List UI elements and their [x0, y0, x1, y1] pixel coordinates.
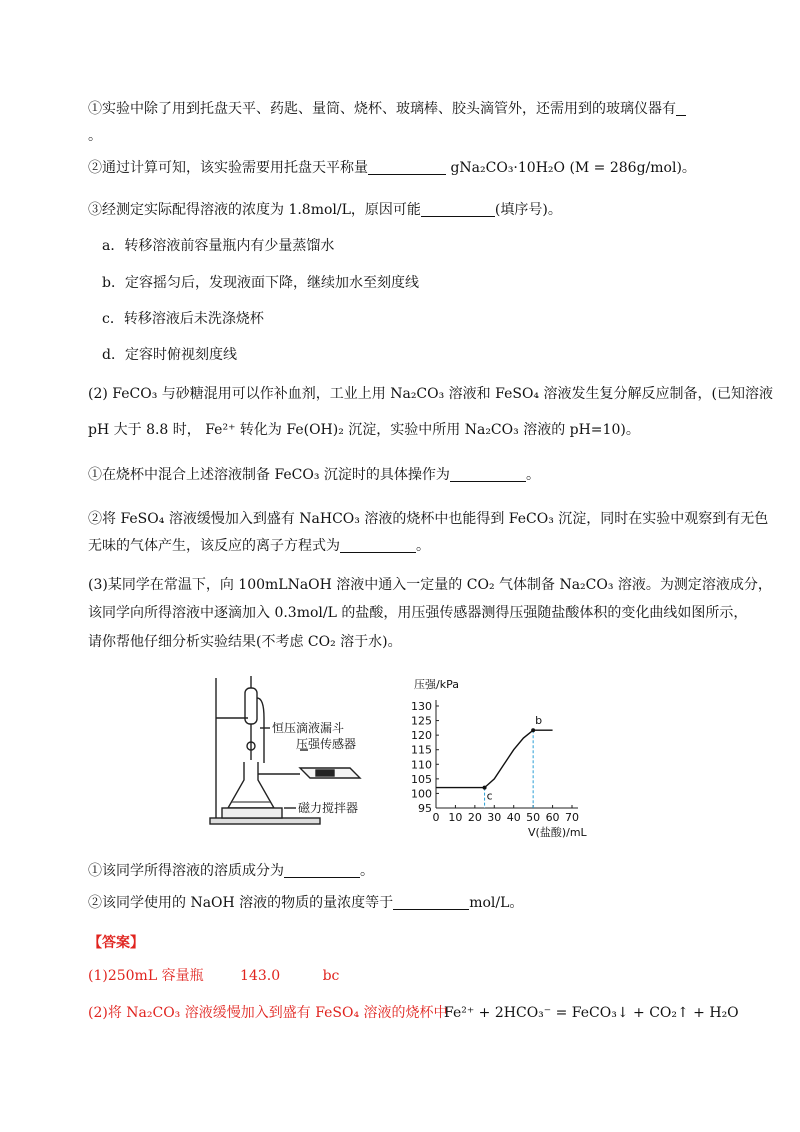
- q3-blank[interactable]: [421, 202, 495, 217]
- x-tick-label: 70: [565, 811, 579, 824]
- option-b: b．定容摇匀后，发现液面下降，继续加水至刻度线: [102, 275, 419, 291]
- part3-line1: (3)某同学在常温下，向 100mLNaOH 溶液中通入一定量的 CO₂ 气体制备 Na₂CO₃ 溶液。为测定溶液成分，: [88, 577, 772, 593]
- option-a: a．转移溶液前容量瓶内有少量蒸馏水: [102, 238, 335, 254]
- magnetic-stirrer: [222, 808, 282, 818]
- option-c: c．转移溶液后未洗涤烧杯: [102, 311, 264, 327]
- y-tick-label: 100: [411, 787, 432, 801]
- marker-label: b: [535, 714, 543, 728]
- answer-2-label: (2)将 Na₂CO₃ 溶液缓慢加入到盛有 FeSO₄ 溶液的烧杯中: [88, 1005, 448, 1021]
- q2-blank[interactable]: [368, 160, 446, 175]
- part2-line2: pH 大于 8.8 时， Fe²⁺ 转化为 Fe(OH)₂ 沉淀，实验中所用 Na₂CO₃ 溶液的 pH=10)。: [88, 422, 640, 438]
- y-axis-label: 压强/kPa: [414, 678, 459, 691]
- pressure-chart: [400, 668, 600, 840]
- q1-blank[interactable]: [676, 101, 686, 116]
- q1-end: 。: [88, 128, 102, 144]
- x-tick-label: 40: [506, 811, 521, 824]
- y-tick-label: 125: [411, 714, 432, 728]
- answer-header: 【答案】: [88, 935, 144, 951]
- x-tick-label: 20: [467, 811, 482, 824]
- label-funnel: 恒压滴液漏斗: [272, 721, 345, 735]
- answer-1-label: (1)250mL 容量瓶: [88, 968, 204, 984]
- part2-q1: ①在烧杯中混合上述溶液制备 FeCO₃ 沉淀时的具体操作为 。: [88, 467, 540, 483]
- y-tick-label: 120: [411, 729, 432, 743]
- q2-line: [88, 158, 696, 178]
- q1-text: ①实验中除了用到托盘天平、药匙、量筒、烧杯、玻璃棒、胶头滴管外，还需用到的玻璃仪器有: [88, 101, 676, 117]
- y-tick-label: 115: [411, 743, 432, 757]
- part2-q2-blank[interactable]: [340, 538, 416, 553]
- x-tick-label: 10: [448, 811, 463, 824]
- y-tick-label: 105: [411, 772, 432, 786]
- flask: [228, 762, 274, 808]
- answer-1: [88, 966, 339, 986]
- x-tick-label: 50: [526, 811, 541, 824]
- q2-formula: gNa₂CO₃·10H₂O (M = 286g/mol)。: [450, 160, 696, 176]
- point-b: [531, 728, 535, 732]
- part3-line3: 请你帮他仔细分析实验结果(不考虑 CO₂ 溶于水)。: [88, 634, 402, 650]
- part2-q2-line1: ②将 FeSO₄ 溶液缓慢加入到盛有 NaHCO₃ 溶液的烧杯中也能得到 FeCO₃ 沉淀，同时在实验中观察到有无色: [88, 511, 769, 527]
- q1-line: [88, 99, 686, 119]
- apparatus-figure: [200, 668, 380, 833]
- part3-q1: ①该同学所得溶液的溶质成分为 。: [88, 863, 374, 879]
- part2-line1: (2) FeCO₃ 与砂糖混用可以作补血剂，工业上用 Na₂CO₃ 溶液和 FeSO₄ 溶液发生复分解反应制备，(已知溶液: [88, 386, 773, 402]
- y-tick-label: 110: [411, 758, 432, 772]
- part3-q1-blank[interactable]: [284, 863, 360, 878]
- q3-suffix: (填序号)。: [494, 202, 562, 218]
- x-tick-label: 60: [545, 811, 560, 824]
- part3-q2: ②该同学使用的 NaOH 溶液的物质的量浓度等于 mol/L。: [88, 895, 524, 911]
- option-d: d．定容时俯视刻度线: [102, 347, 237, 363]
- q3-text: ③经测定实际配得溶液的浓度为 1.8mol/L，原因可能: [88, 202, 421, 218]
- q3-line: [88, 200, 562, 220]
- part3-q2-blank[interactable]: [393, 895, 469, 910]
- answer-1-mass: 143.0: [240, 968, 281, 984]
- x-tick-label: 30: [487, 811, 502, 824]
- x-tick-label: 0: [432, 811, 440, 824]
- q2-text: ②通过计算可知，该实验需要用托盘天平称量: [88, 160, 368, 176]
- label-stirrer: 磁力搅拌器: [298, 801, 359, 815]
- stand-base: [210, 818, 320, 824]
- marker-label: c: [486, 789, 493, 803]
- label-sensor: 压强传感器: [296, 737, 357, 751]
- part2-q2-line2: 无味的气体产生，该反应的离子方程式为 。: [88, 538, 430, 554]
- part2-q1-blank[interactable]: [450, 467, 526, 482]
- answer-2-equation: Fe²⁺ + 2HCO₃⁻ = FeCO₃↓ + CO₂↑ + H₂O: [444, 1005, 739, 1021]
- y-tick-label: 130: [411, 700, 432, 713]
- y-tick-label: 95: [418, 802, 432, 815]
- part3-line2: 该同学向所得溶液中逐滴加入 0.3mol/L 的盐酸，用压强传感器测得压强随盐酸体积的变化曲线如图所示，: [88, 605, 748, 621]
- answer-1-options: bc: [322, 968, 340, 984]
- x-axis-label: V(盐酸)/mL: [528, 826, 587, 839]
- pressure-curve: [436, 730, 553, 787]
